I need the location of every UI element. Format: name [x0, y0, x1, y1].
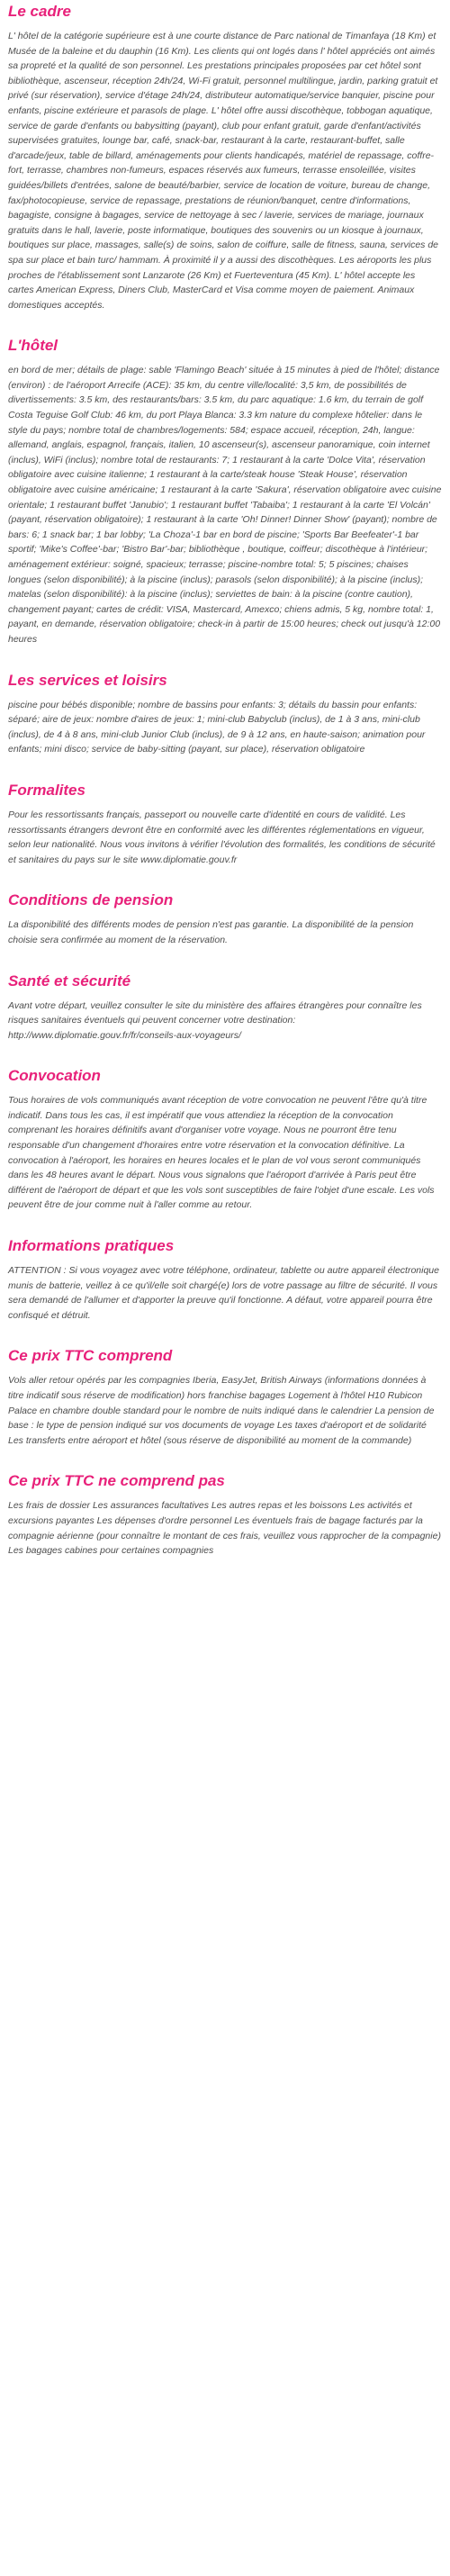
section-l-hotel: [8, 336, 442, 646]
section-text: L' hôtel de la catégorie supérieure est à une courte distance de Parc national de Timanfaya (18 Km) et Musée de la baleine et du dauphin (16 Km). Les clients qui ont logés dans l' hôtel appréciés ont aimés sa propreté et la qualité de son personnel. Les prestations principales proposées par cet hôtel sont bibliothèque, ascenseur, réception 24h/24, Wi-Fi gratuit, personnel multilingue, jardin, parking gratuit et privé (sur réservation), service d'étage 24h/24, distributeur automatique/service banquier, piscine pour enfants, piscine extérieure et parasols de plage. L' hôtel offre aussi discothèque, tobbogan aquatique, service de garde d'enfants ou babysitting (payant), club pour enfant gratuit, garde d'enfant/activités supervisées gratuites, lounge bar, café, snack-bar, restaurant à la carte, restaurant-buffet, salle d'arcade/jeux, table de billard, aménagements pour clients handicapés, matériel de repassage, coffre-fort, terrasse, chambres non-fumeurs, espaces réservés aux fumeurs, terrasse ensoleillée, visites guidées/billets d'entrées, salone de beauté/barbier, service de location de voiture, bureau de change, fax/photocopieuse, service de repassage, prestations de réunion/banquet, centre d'informations, bagagiste, consigne à bagages, service de nettoyage à sec / laverie, services de mariage, journaux gratuits dans le hall, laverie, poste informatique, boutiques des souvenirs ou un kiosque à journaux, boutiques sur place, massages, salle(s) de soins, salon de coiffure, salle de fitness, sauna, services de spa sur place et bain turc/ hammam. À proximité il y a aussi des discothèques. Les aéroports les plus proches de l'établissement sont Lanzarote (26 Km) et Fuerteventura (45 Km). L' hôtel accepte les cartes American Express, Diners Club, MasterCard et Visa comme moyen de paiement. Animaux domestiques acceptés.: [8, 31, 439, 311]
section-convocation: [8, 1066, 442, 1213]
section-title: Informations pratiques: [8, 1237, 175, 1255]
section-services-loisirs: [8, 671, 442, 757]
section-conditions-pension: [8, 890, 442, 947]
section-title: Conditions de pension: [8, 891, 174, 909]
section-title: Le cadre: [8, 3, 71, 20]
section-sante-securite: [8, 972, 442, 1044]
section-text: piscine pour bébés disponible; nombre de bassins pour enfants: 3; détails du bassin pour enfants: séparé; aire de jeux: nombre d'aires de jeux: 1; mini-club Babyclub (inclus), de 1 à 3 ans, mini-club (inclus), de 4 à 8 ans, mini-club Junior Club (inclus), de 9 à 12 ans, en haute-saison; animation pour enfants; mini disco; service de baby-sitting (payant, sur place), réservation obligatoire: [8, 699, 426, 755]
section-prix-comprend: [8, 1346, 442, 1448]
section-title: Convocation: [8, 1067, 101, 1085]
section-prix-ne-comprend-pas: [8, 1471, 442, 1558]
section-text: La disponibilité des différents modes de pension n'est pas garantie. La disponibilité de la pension choisie sera confirmée au moment de la réservation.: [8, 919, 414, 945]
section-title: Ce prix TTC comprend: [8, 1347, 173, 1365]
section-text: Pour les ressortissants français, passeport ou nouvelle carte d'identité en cours de validité. Les ressortissants étrangers devront être en conformité avec les différentes réglementations en vigueur, selon leur nationalité. Nous vous invitons à vérifier l'évolution des formalités, les conditions de sécurité et sanitaires du pays sur le site www.diplomatie.gouv.fr: [8, 809, 436, 865]
section-formalites: [8, 781, 442, 867]
section-title: Les services et loisirs: [8, 671, 167, 689]
section-text: en bord de mer; détails de plage: sable 'Flamingo Beach' située à 15 minutes à pied de l'hôtel; distance (environ) : de l'aéroport Arrecife (ACE): 35 km, du centre ville/localité: 3,5 km, de possibilités de divertissements: 3.5 km, des restaurants/bars: 3.5 km, du parc aquatique: 1.6 km, du terrain de golf Costa Teguise Golf Club: 46 km, du port Playa Blanca: 3.3 km nature du complexe hôtelier: dans le style du pays; nombre total de chambres/logements: 584; espace accueil, réception, 24h, langue: allemand, anglais, espagnol, français, italien, 10 ascenseur(s), ascenseur panoramique, coin internet (inclus), WiFi (inclus); nombre total de restaurants: 7; 1 restaurant à la carte 'Dolce Vita', réservation obligatoire avec cuisine italienne; 1 restaurant à la carte/steak house 'Steak House', réservation obligatoire avec cuisine américaine; 1 restaurant à la carte 'Sakura', réservation obligatoire avec cuisine orientale; 1 restaurant buffet 'Janubio'; 1 restaurant buffet 'Tabaiba'; 1 restaurant à la carte 'El Volcán' (payant, réservation obligatoire); 1 restaurant à la carte 'Oh! Dinner! Dinner Show' (payant); nombre de bars: 6; 1 snack bar; 1 bar lobby; 'La Choza'-1 bar en bord de piscine; 'Sports Bar Beefeater'-1 bar sportif; 'Mike's Coffee'-bar; 'Bistro Bar'-bar; bibliothèque , boutique, coiffeur; discothèque à l'intérieur; aménagement extérieur: soigné, spacieux; terrasse; piscine-nombre total: 5; 5 piscines; chaises longues (selon disponibilité); à la piscine (inclus); parasols (selon disponibilité); à la piscine (inclus); matelas (selon disponibilité): à la piscine (inclus); serviettes de bain: à la piscine (contre caution), changement payant; cartes de crédit: VISA, Mastercard, Amexco; chiens admis, 5 kg, nombre total: 1, payant, en demande, réservation obligatoire; check-in à partir de 15:00 heures; check out jusqu'à 12:00 heures: [8, 365, 442, 645]
section-title: Ce prix TTC ne comprend pas: [8, 1472, 225, 1490]
section-text: Les frais de dossier Les assurances facultatives Les autres repas et les boissons Les activités et excursions payantes Les dépenses d'ordre personnel Les éventuels frais de bagage facturés par la compagnie aérienne (pour connaître le montant de ces frais, veuillez vous rapprocher de la compagnie) Les bagages cabines pour certaines compagnies: [8, 1500, 441, 1557]
section-text: Tous horaires de vols communiqués avant réception de votre convocation ne peuvent l'être qu'à titre indicatif. Dans tous les cas, il est impératif que vous attendiez la réception de la convocation comprenant les horaires définitifs avant d'organiser votre voyage. Nous ne pourront être tenu responsable d'un changement d'horaires entre votre réservation et la convocation définitive. La convocation à l'aéroport, les horaires en heures locales et le plan de vol vous seront communiqués dans les 48 heures avant le départ. Nous vous signalons que l'aéroport d'arrivée à Paris peut être différent de l'aéroport de départ et que les vols sont susceptibles de faire l'objet d'une escale. Les vols peuvent être de jour comme nuit à l'aller comme au retour.: [8, 1095, 435, 1211]
section-le-cadre: [8, 2, 442, 312]
section-text: ATTENTION : Si vous voyagez avec votre téléphone, ordinateur, tablette ou autre appareil électronique munis de batterie, veillez à ce qu'il/elle soit chargé(e) lors de votre passage au filtre de sécurité. Il vous sera demandé de l'allumer et d'apporter la preuve qu'il fonctionne. A défaut, votre appareil pourra être confisqué et détruit.: [8, 1265, 439, 1321]
section-informations-pratiques: [8, 1236, 442, 1323]
section-text: Avant votre départ, veuillez consulter le site du ministère des affaires étrangères pour connaître les risques sanitaires éventuels qui peuvent concerner votre destination: http://www.diplomatie.gouv.fr/fr/conseils-aux-voyageurs/: [8, 999, 422, 1041]
section-title: L'hôtel: [8, 337, 58, 355]
section-title: Santé et sécurité: [8, 972, 131, 990]
section-title: Formalites: [8, 781, 86, 799]
section-text: Vols aller retour opérés par les compagnies Iberia, EasyJet, British Airways (informations données à titre indicatif sous réserve de modification) hors franchise bagages Logement à l'hôtel H10 Rubicon Palace en chambre double standard pour le nombre de nuits indiqué dans le calendrier La pension de base : le type de pension indiqué sur vos documents de voyage Les taxes d'aéroport et de solidarité Les transferts entre aéroport et hôtel (sous réserve de disponibilité au moment de la commande): [8, 1375, 435, 1446]
